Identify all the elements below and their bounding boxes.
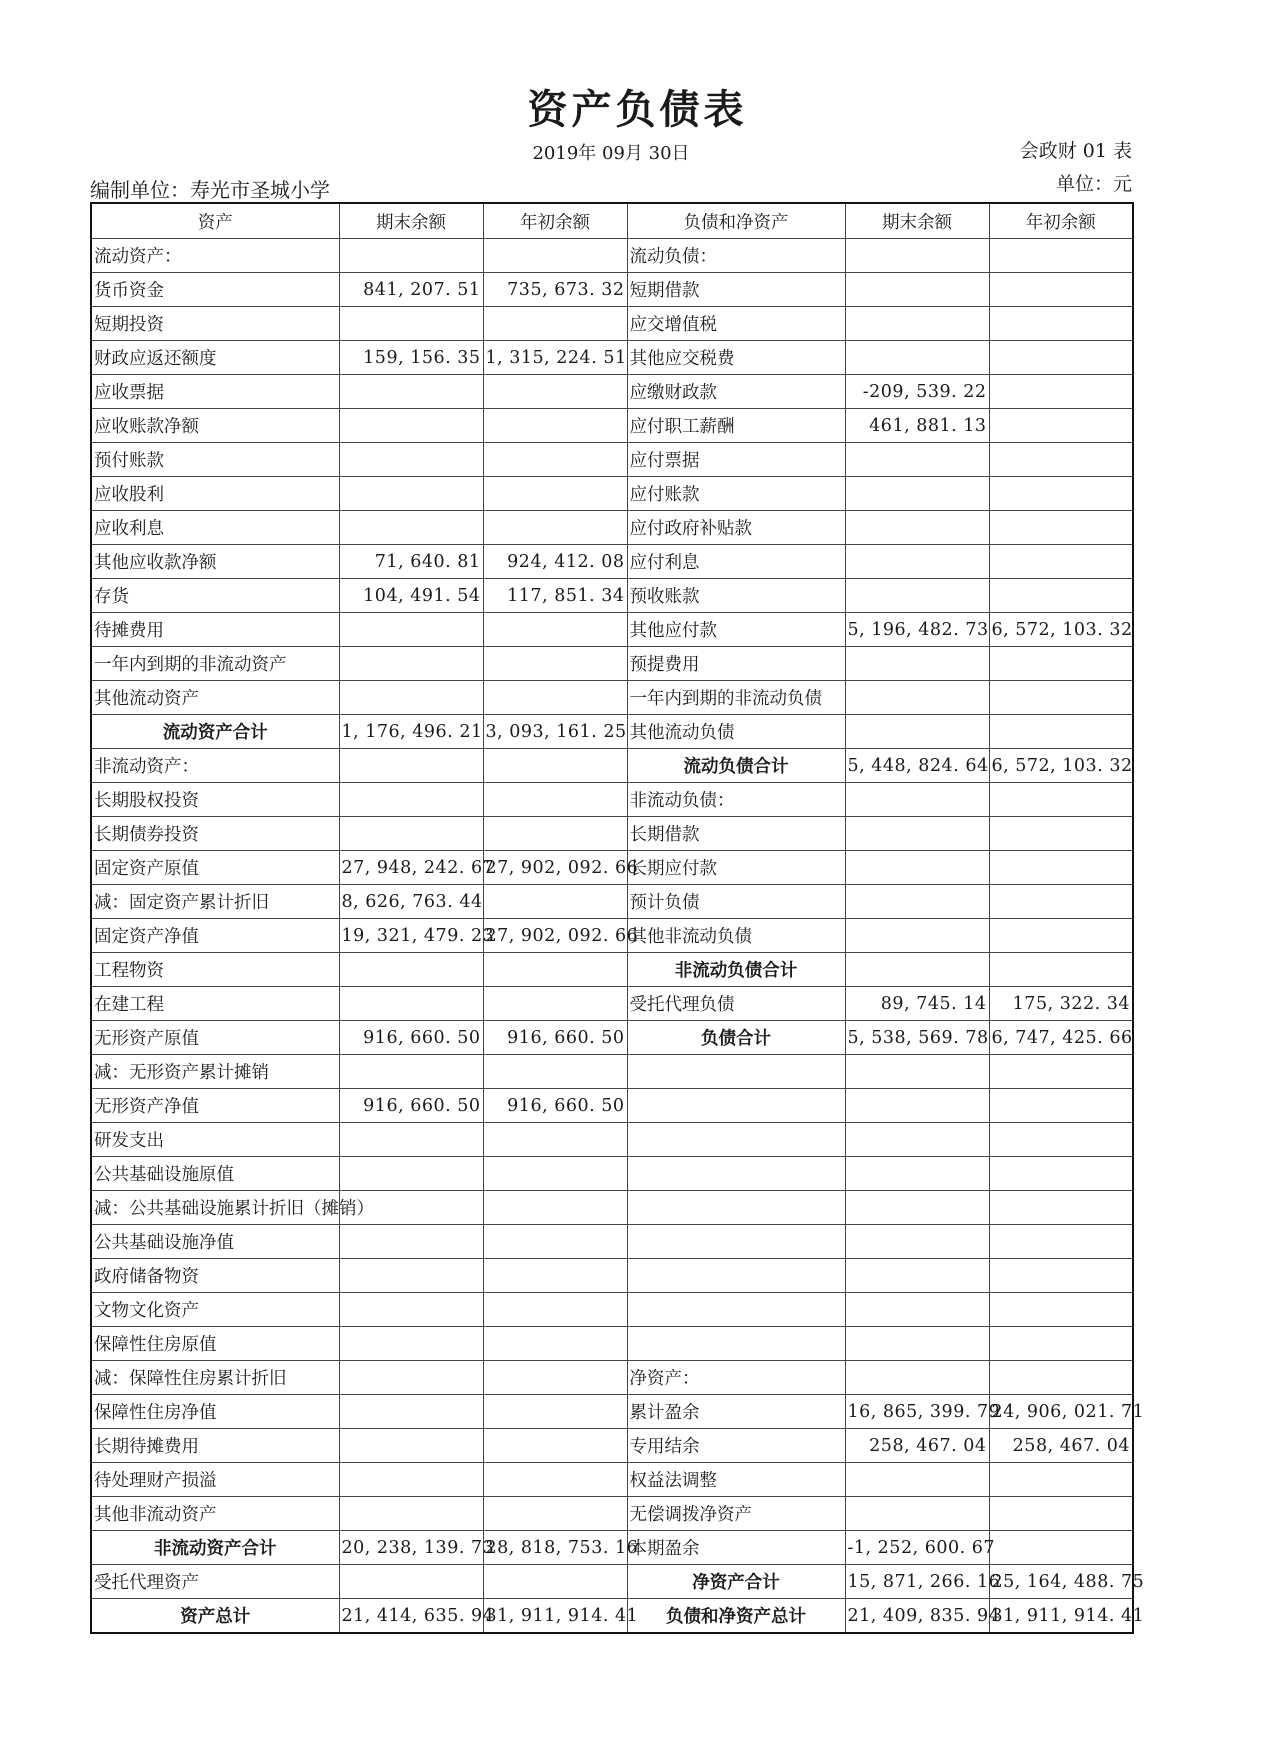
- liability-end-balance: [845, 783, 989, 817]
- liability-end-balance: 21, 409, 835. 94: [845, 1599, 989, 1634]
- table-row: [91, 1497, 1133, 1531]
- liability-end-balance: [845, 715, 989, 749]
- liability-begin-balance: [989, 817, 1133, 851]
- liability-item-label: 专用结余: [627, 1429, 845, 1463]
- liability-begin-balance: [989, 647, 1133, 681]
- asset-begin-balance: [483, 613, 627, 647]
- asset-end-balance: [339, 1429, 483, 1463]
- liability-end-balance: 16, 865, 399. 79: [845, 1395, 989, 1429]
- liability-end-balance: [845, 239, 989, 273]
- liability-item-label: 非流动负债合计: [627, 953, 845, 987]
- liability-item-label: [627, 1157, 845, 1191]
- liability-item-label: 受托代理负债: [627, 987, 845, 1021]
- table-row: [91, 409, 1133, 443]
- liability-end-balance: [845, 1225, 989, 1259]
- asset-begin-balance: [483, 1259, 627, 1293]
- liability-begin-balance: [989, 1531, 1133, 1565]
- asset-end-balance: [339, 1225, 483, 1259]
- asset-begin-balance: [483, 1361, 627, 1395]
- asset-item-label: 应收利息: [91, 511, 339, 545]
- asset-begin-balance: [483, 307, 627, 341]
- table-row: [91, 1293, 1133, 1327]
- asset-begin-balance: [483, 1429, 627, 1463]
- liability-item-label: 累计盈余: [627, 1395, 845, 1429]
- liability-begin-balance: [989, 1293, 1133, 1327]
- asset-end-balance: 916, 660. 50: [339, 1021, 483, 1055]
- asset-end-balance: [339, 477, 483, 511]
- liability-item-label: [627, 1123, 845, 1157]
- asset-end-balance: [339, 239, 483, 273]
- asset-item-label: 存货: [91, 579, 339, 613]
- asset-end-balance: [339, 1565, 483, 1599]
- asset-item-label: 流动资产合计: [91, 715, 339, 749]
- asset-begin-balance: 3, 093, 161. 25: [483, 715, 627, 749]
- liability-end-balance: -209, 539. 22: [845, 375, 989, 409]
- liability-end-balance: [845, 885, 989, 919]
- asset-end-balance: 21, 414, 635. 94: [339, 1599, 483, 1634]
- header-assets: 资产: [91, 203, 339, 239]
- liability-end-balance: [845, 1123, 989, 1157]
- liability-item-label: 无偿调拨净资产: [627, 1497, 845, 1531]
- reporting-entity: 编制单位：寿光市圣城小学: [90, 178, 330, 202]
- liability-item-label: 短期借款: [627, 273, 845, 307]
- asset-item-label: 应收票据: [91, 375, 339, 409]
- header-assets-end-balance: 期末余额: [339, 203, 483, 239]
- asset-end-balance: [339, 817, 483, 851]
- asset-begin-balance: [483, 817, 627, 851]
- liability-item-label: 其他应付款: [627, 613, 845, 647]
- liability-item-label: 应付票据: [627, 443, 845, 477]
- table-row: [91, 239, 1133, 273]
- asset-item-label: 公共基础设施原值: [91, 1157, 339, 1191]
- liability-end-balance: [845, 851, 989, 885]
- asset-begin-balance: 916, 660. 50: [483, 1089, 627, 1123]
- asset-begin-balance: [483, 749, 627, 783]
- liability-end-balance: [845, 273, 989, 307]
- liability-begin-balance: [989, 1055, 1133, 1089]
- liability-end-balance: 461, 881. 13: [845, 409, 989, 443]
- table-row: [91, 885, 1133, 919]
- asset-begin-balance: [483, 409, 627, 443]
- asset-begin-balance: [483, 1191, 627, 1225]
- liability-item-label: [627, 1055, 845, 1089]
- asset-end-balance: [339, 783, 483, 817]
- asset-item-label: 减：公共基础设施累计折旧（摊销）: [91, 1191, 339, 1225]
- asset-end-balance: 916, 660. 50: [339, 1089, 483, 1123]
- asset-end-balance: 104, 491. 54: [339, 579, 483, 613]
- liability-end-balance: 5, 448, 824. 64: [845, 749, 989, 783]
- table-row: [91, 715, 1133, 749]
- table-row: [91, 1463, 1133, 1497]
- header-liabilities: 负债和净资产: [627, 203, 845, 239]
- liability-item-label: [627, 1089, 845, 1123]
- header-row: [91, 203, 1133, 239]
- asset-begin-balance: [483, 647, 627, 681]
- asset-begin-balance: [483, 1395, 627, 1429]
- table-row: [91, 1429, 1133, 1463]
- liability-begin-balance: [989, 579, 1133, 613]
- liability-end-balance: [845, 477, 989, 511]
- asset-begin-balance: [483, 885, 627, 919]
- liability-end-balance: [845, 1361, 989, 1395]
- asset-item-label: 财政应返还额度: [91, 341, 339, 375]
- asset-begin-balance: 924, 412. 08: [483, 545, 627, 579]
- liability-begin-balance: [989, 919, 1133, 953]
- liability-begin-balance: 175, 322. 34: [989, 987, 1133, 1021]
- asset-item-label: 在建工程: [91, 987, 339, 1021]
- asset-end-balance: [339, 1463, 483, 1497]
- liability-begin-balance: [989, 409, 1133, 443]
- asset-end-balance: [339, 1395, 483, 1429]
- asset-begin-balance: [483, 681, 627, 715]
- asset-end-balance: [339, 681, 483, 715]
- asset-end-balance: 841, 207. 51: [339, 273, 483, 307]
- asset-end-balance: 71, 640. 81: [339, 545, 483, 579]
- header-liabilities-begin-balance: 年初余额: [989, 203, 1133, 239]
- asset-item-label: 研发支出: [91, 1123, 339, 1157]
- table-row: [91, 1531, 1133, 1565]
- asset-end-balance: [339, 443, 483, 477]
- liability-end-balance: [845, 647, 989, 681]
- asset-end-balance: 27, 948, 242. 67: [339, 851, 483, 885]
- asset-begin-balance: [483, 375, 627, 409]
- table-row: [91, 545, 1133, 579]
- asset-end-balance: [339, 375, 483, 409]
- liability-begin-balance: [989, 1497, 1133, 1531]
- liability-item-label: 一年内到期的非流动负债: [627, 681, 845, 715]
- asset-end-balance: [339, 647, 483, 681]
- asset-item-label: 短期投资: [91, 307, 339, 341]
- asset-item-label: 非流动资产：: [91, 749, 339, 783]
- liability-item-label: [627, 1327, 845, 1361]
- asset-end-balance: [339, 613, 483, 647]
- asset-end-balance: [339, 1055, 483, 1089]
- liability-end-balance: [845, 307, 989, 341]
- liability-item-label: 应付政府补贴款: [627, 511, 845, 545]
- asset-end-balance: [339, 409, 483, 443]
- asset-end-balance: [339, 953, 483, 987]
- table-row: [91, 1259, 1133, 1293]
- liability-item-label: 流动负债合计: [627, 749, 845, 783]
- asset-item-label: 长期债券投资: [91, 817, 339, 851]
- liability-item-label: 净资产：: [627, 1361, 845, 1395]
- table-row: [91, 579, 1133, 613]
- asset-item-label: 流动资产：: [91, 239, 339, 273]
- liability-begin-balance: [989, 239, 1133, 273]
- table-row: [91, 1225, 1133, 1259]
- asset-begin-balance: [483, 511, 627, 545]
- table-row: [91, 953, 1133, 987]
- asset-begin-balance: 735, 673. 32: [483, 273, 627, 307]
- table-row: [91, 1361, 1133, 1395]
- liability-begin-balance: [989, 1123, 1133, 1157]
- asset-end-balance: [339, 1361, 483, 1395]
- liability-item-label: 应缴财政款: [627, 375, 845, 409]
- liability-end-balance: [845, 1157, 989, 1191]
- liability-end-balance: 258, 467. 04: [845, 1429, 989, 1463]
- liability-begin-balance: [989, 953, 1133, 987]
- liability-item-label: 权益法调整: [627, 1463, 845, 1497]
- asset-item-label: 其他流动资产: [91, 681, 339, 715]
- asset-begin-balance: [483, 477, 627, 511]
- table-row: [91, 1055, 1133, 1089]
- asset-item-label: 无形资产原值: [91, 1021, 339, 1055]
- liability-item-label: 预提费用: [627, 647, 845, 681]
- header-assets-begin-balance: 年初余额: [483, 203, 627, 239]
- liability-item-label: [627, 1293, 845, 1327]
- table-row: [91, 341, 1133, 375]
- liability-item-label: 负债合计: [627, 1021, 845, 1055]
- liability-item-label: 预计负债: [627, 885, 845, 919]
- table-row: [91, 1565, 1133, 1599]
- asset-begin-balance: [483, 1463, 627, 1497]
- liability-begin-balance: 31, 911, 914. 41: [989, 1599, 1133, 1634]
- asset-item-label: 应收股利: [91, 477, 339, 511]
- table-row: [91, 273, 1133, 307]
- asset-end-balance: [339, 1327, 483, 1361]
- liability-begin-balance: [989, 307, 1133, 341]
- liability-item-label: 其他应交税费: [627, 341, 845, 375]
- liability-item-label: [627, 1225, 845, 1259]
- liability-end-balance: [845, 1293, 989, 1327]
- asset-item-label: 文物文化资产: [91, 1293, 339, 1327]
- liability-begin-balance: [989, 715, 1133, 749]
- asset-begin-balance: [483, 783, 627, 817]
- asset-begin-balance: [483, 1327, 627, 1361]
- asset-item-label: 长期股权投资: [91, 783, 339, 817]
- liability-end-balance: [845, 579, 989, 613]
- liability-begin-balance: 6, 747, 425. 66: [989, 1021, 1133, 1055]
- asset-item-label: 一年内到期的非流动资产: [91, 647, 339, 681]
- asset-item-label: 减：保障性住房累计折旧: [91, 1361, 339, 1395]
- asset-item-label: 长期待摊费用: [91, 1429, 339, 1463]
- asset-begin-balance: 27, 902, 092. 66: [483, 919, 627, 953]
- asset-begin-balance: 916, 660. 50: [483, 1021, 627, 1055]
- asset-begin-balance: [483, 239, 627, 273]
- liability-end-balance: [845, 681, 989, 715]
- asset-begin-balance: [483, 1157, 627, 1191]
- liability-begin-balance: [989, 1225, 1133, 1259]
- asset-item-label: 待摊费用: [91, 613, 339, 647]
- liability-end-balance: [845, 953, 989, 987]
- asset-end-balance: [339, 1259, 483, 1293]
- asset-end-balance: 20, 238, 139. 73: [339, 1531, 483, 1565]
- liability-begin-balance: 6, 572, 103. 32: [989, 749, 1133, 783]
- asset-begin-balance: [483, 1055, 627, 1089]
- asset-item-label: 保障性住房净值: [91, 1395, 339, 1429]
- liability-begin-balance: [989, 1327, 1133, 1361]
- liability-item-label: 其他流动负债: [627, 715, 845, 749]
- liability-end-balance: 89, 745. 14: [845, 987, 989, 1021]
- liability-begin-balance: [989, 511, 1133, 545]
- liability-end-balance: [845, 1191, 989, 1225]
- liability-end-balance: [845, 1055, 989, 1089]
- liability-end-balance: [845, 1497, 989, 1531]
- asset-begin-balance: [483, 987, 627, 1021]
- liability-begin-balance: [989, 1191, 1133, 1225]
- liability-item-label: 非流动负债：: [627, 783, 845, 817]
- table-row: [91, 987, 1133, 1021]
- asset-begin-balance: [483, 1293, 627, 1327]
- liability-end-balance: [845, 545, 989, 579]
- asset-item-label: 保障性住房原值: [91, 1327, 339, 1361]
- asset-begin-balance: [483, 1225, 627, 1259]
- header-liabilities-end-balance: 期末余额: [845, 203, 989, 239]
- liability-end-balance: [845, 443, 989, 477]
- asset-begin-balance: [483, 1123, 627, 1157]
- liability-end-balance: [845, 817, 989, 851]
- asset-end-balance: [339, 749, 483, 783]
- liability-end-balance: [845, 919, 989, 953]
- liability-item-label: 预收账款: [627, 579, 845, 613]
- asset-end-balance: 159, 156. 35: [339, 341, 483, 375]
- asset-end-balance: [339, 987, 483, 1021]
- liability-end-balance: [845, 341, 989, 375]
- asset-item-label: 非流动资产合计: [91, 1531, 339, 1565]
- liability-end-balance: 5, 538, 569. 78: [845, 1021, 989, 1055]
- table-row: [91, 1021, 1133, 1055]
- table-row: [91, 681, 1133, 715]
- table-row: [91, 851, 1133, 885]
- liability-begin-balance: [989, 375, 1133, 409]
- asset-item-label: 预付账款: [91, 443, 339, 477]
- asset-item-label: 固定资产净值: [91, 919, 339, 953]
- liability-begin-balance: [989, 477, 1133, 511]
- asset-end-balance: 19, 321, 479. 23: [339, 919, 483, 953]
- asset-item-label: 受托代理资产: [91, 1565, 339, 1599]
- asset-begin-balance: [483, 443, 627, 477]
- asset-begin-balance: 28, 818, 753. 16: [483, 1531, 627, 1565]
- liability-item-label: 应付职工薪酬: [627, 409, 845, 443]
- liability-begin-balance: 258, 467. 04: [989, 1429, 1133, 1463]
- asset-end-balance: [339, 1157, 483, 1191]
- table-row: [91, 817, 1133, 851]
- form-number: 会政财 01 表: [1019, 140, 1132, 162]
- asset-begin-balance: [483, 1497, 627, 1531]
- asset-begin-balance: 117, 851. 34: [483, 579, 627, 613]
- liability-item-label: 长期应付款: [627, 851, 845, 885]
- asset-begin-balance: 31, 911, 914. 41: [483, 1599, 627, 1634]
- asset-item-label: 货币资金: [91, 273, 339, 307]
- asset-item-label: 公共基础设施净值: [91, 1225, 339, 1259]
- liability-begin-balance: [989, 273, 1133, 307]
- asset-item-label: 减：无形资产累计摊销: [91, 1055, 339, 1089]
- liability-end-balance: [845, 1327, 989, 1361]
- liability-begin-balance: [989, 1361, 1133, 1395]
- table-row: [91, 919, 1133, 953]
- currency-unit: 单位：元: [1055, 173, 1132, 195]
- asset-end-balance: 1, 176, 496. 21: [339, 715, 483, 749]
- liability-item-label: 负债和净资产总计: [627, 1599, 845, 1634]
- table-row: [91, 1599, 1133, 1634]
- table-row: [91, 647, 1133, 681]
- liability-begin-balance: [989, 1259, 1133, 1293]
- asset-item-label: 待处理财产损溢: [91, 1463, 339, 1497]
- liability-item-label: 流动负债：: [627, 239, 845, 273]
- table-row: [91, 375, 1133, 409]
- liability-begin-balance: 24, 906, 021. 71: [989, 1395, 1133, 1429]
- table-row: [91, 307, 1133, 341]
- asset-end-balance: [339, 1497, 483, 1531]
- asset-item-label: 减：固定资产累计折旧: [91, 885, 339, 919]
- asset-end-balance: [339, 1123, 483, 1157]
- asset-item-label: 资产总计: [91, 1599, 339, 1634]
- liability-end-balance: [845, 1463, 989, 1497]
- liability-begin-balance: [989, 851, 1133, 885]
- table-row: [91, 443, 1133, 477]
- asset-end-balance: [339, 511, 483, 545]
- asset-item-label: 固定资产原值: [91, 851, 339, 885]
- liability-end-balance: 15, 871, 266. 16: [845, 1565, 989, 1599]
- balance-sheet-table: [90, 202, 1145, 1634]
- liability-item-label: 应付账款: [627, 477, 845, 511]
- liability-begin-balance: [989, 1089, 1133, 1123]
- liability-begin-balance: [989, 443, 1133, 477]
- table-row: [91, 1089, 1133, 1123]
- liability-end-balance: [845, 1089, 989, 1123]
- asset-item-label: 无形资产净值: [91, 1089, 339, 1123]
- liability-end-balance: [845, 1259, 989, 1293]
- asset-begin-balance: 27, 902, 092. 66: [483, 851, 627, 885]
- asset-begin-balance: [483, 1565, 627, 1599]
- asset-item-label: 其他应收款净额: [91, 545, 339, 579]
- asset-item-label: 工程物资: [91, 953, 339, 987]
- table-row: [91, 613, 1133, 647]
- liability-item-label: 长期借款: [627, 817, 845, 851]
- liability-begin-balance: [989, 681, 1133, 715]
- liability-item-label: 净资产合计: [627, 1565, 845, 1599]
- asset-begin-balance: 1, 315, 224. 51: [483, 341, 627, 375]
- liability-end-balance: [845, 511, 989, 545]
- liability-item-label: 应交增值税: [627, 307, 845, 341]
- liability-begin-balance: 25, 164, 488. 75: [989, 1565, 1133, 1599]
- asset-end-balance: [339, 1293, 483, 1327]
- liability-item-label: [627, 1259, 845, 1293]
- table-row: [91, 1191, 1133, 1225]
- asset-begin-balance: [483, 953, 627, 987]
- liability-end-balance: -1, 252, 600. 67: [845, 1531, 989, 1565]
- liability-begin-balance: [989, 885, 1133, 919]
- table-row: [91, 477, 1133, 511]
- liability-begin-balance: [989, 1463, 1133, 1497]
- table-row: [91, 1123, 1133, 1157]
- table-row: [91, 1157, 1133, 1191]
- table-row: [91, 511, 1133, 545]
- liability-begin-balance: [989, 341, 1133, 375]
- liability-item-label: 其他非流动负债: [627, 919, 845, 953]
- liability-begin-balance: [989, 783, 1133, 817]
- asset-item-label: 政府储备物资: [91, 1259, 339, 1293]
- liability-end-balance: 5, 196, 482. 73: [845, 613, 989, 647]
- table-row: [91, 1327, 1133, 1361]
- liability-begin-balance: [989, 1157, 1133, 1191]
- asset-item-label: 应收账款净额: [91, 409, 339, 443]
- asset-end-balance: [339, 307, 483, 341]
- liability-item-label: 本期盈余: [627, 1531, 845, 1565]
- table-row: [91, 783, 1133, 817]
- asset-item-label: 其他非流动资产: [91, 1497, 339, 1531]
- report-date: 2019年 09月 30日: [532, 143, 690, 164]
- liability-begin-balance: [989, 545, 1133, 579]
- liability-item-label: 应付利息: [627, 545, 845, 579]
- document-title: 资产负债表: [527, 87, 748, 133]
- asset-end-balance: 8, 626, 763. 44: [339, 885, 483, 919]
- table-row: [91, 749, 1133, 783]
- liability-item-label: [627, 1191, 845, 1225]
- table-row: [91, 1395, 1133, 1429]
- liability-begin-balance: 6, 572, 103. 32: [989, 613, 1133, 647]
